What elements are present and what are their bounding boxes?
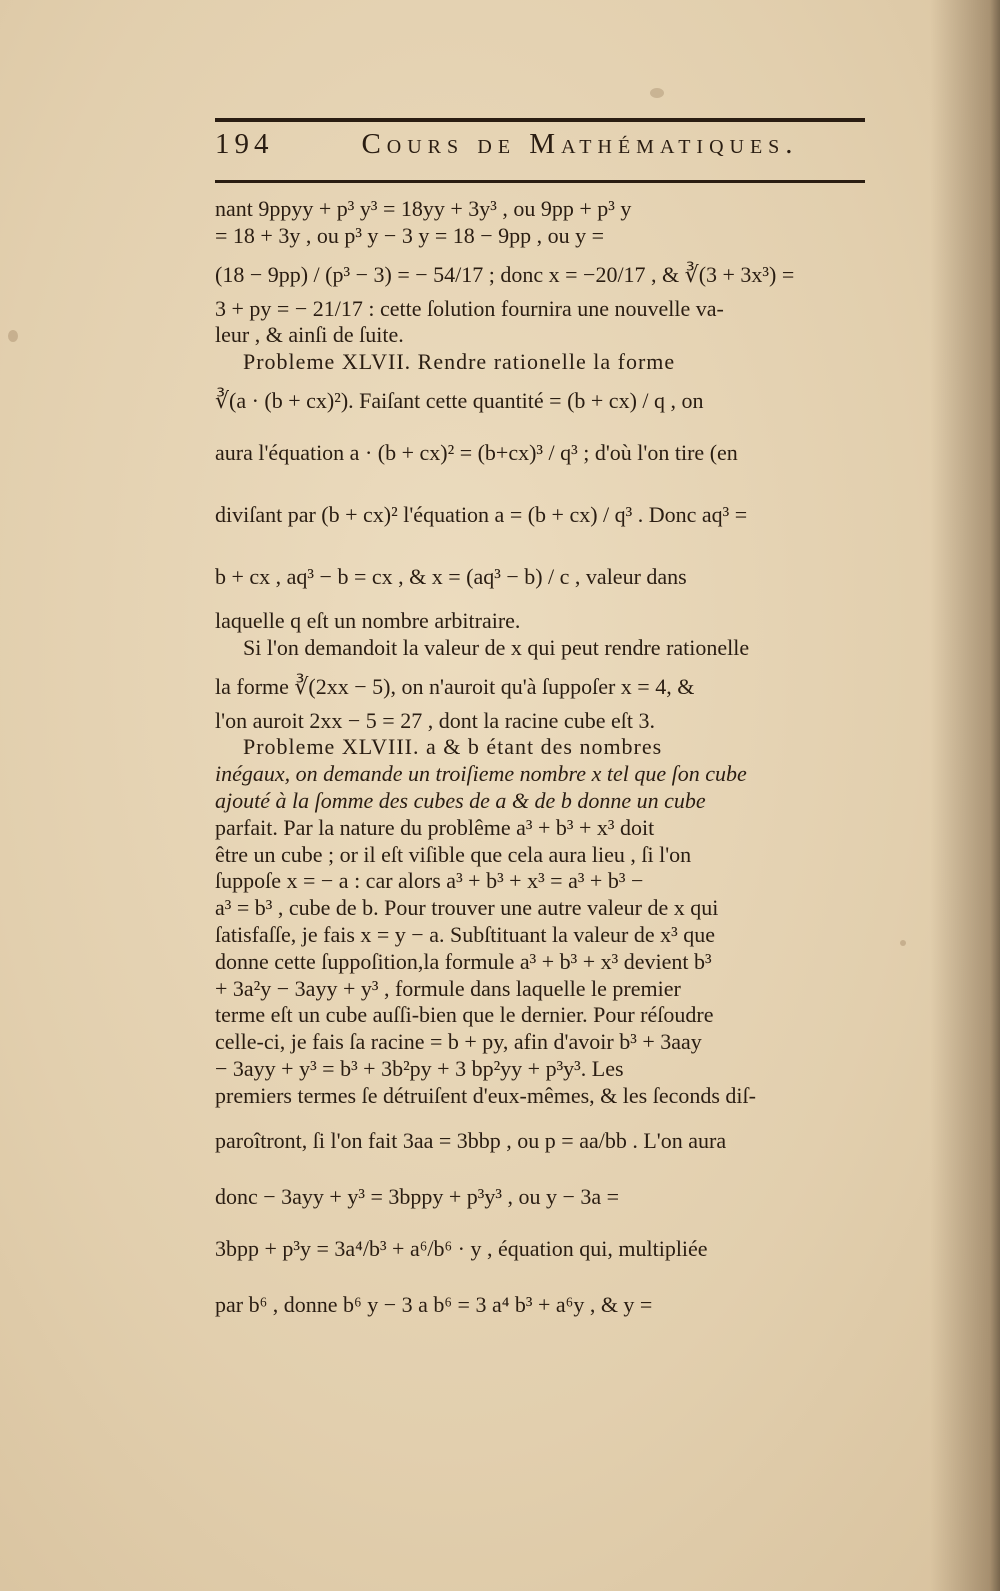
running-title: Cours de Mathématiques. xyxy=(361,128,799,160)
text-line: paroîtront, ſi l'on fait 3aa = 3bbp , ou p = aa/bb . L'on aura xyxy=(215,1127,727,1153)
text-line: 3 + py = − 21/17 : cette ſolution fournira une nouvelle va- xyxy=(215,295,724,321)
text-line: être un cube ; or il eſt viſible que cela aura lieu , ſi l'on xyxy=(215,841,692,867)
text-line: donne cette ſuppoſition,la formule a³ + b³ + x³ devient b³ xyxy=(215,948,712,974)
page-header xyxy=(215,118,865,183)
text-line: ſuppoſe x = − a : car alors a³ + b³ + x³ = a³ + b³ − xyxy=(215,868,644,894)
text-line-italic: inégaux, on demande un troiſieme nombre x tel que ſon cube xyxy=(215,761,747,787)
text-line: la forme ∛(2xx − 5), on n'auroit qu'à ſuppoſer x = 4, & xyxy=(215,673,695,699)
text-line: 3bpp + p³y = 3a⁴/b³ + a⁶/b⁶ · y , équation qui, multipliée xyxy=(215,1235,708,1261)
text-line: terme eſt un cube auſſi-bien que le dernier. Pour réſoudre xyxy=(215,1002,714,1028)
ink-blot xyxy=(650,88,664,98)
text-line: b + cx , aq³ − b = cx , & x = (aq³ − b) / c , valeur dans xyxy=(215,563,687,589)
text-line: parfait. Par la nature du problême a³ + b³ + x³ doit xyxy=(215,814,655,840)
text-line: (18 − 9pp) / (p³ − 3) = − 54/17 ; donc x = −20/17 , & ∛(3 + 3x³) = xyxy=(215,261,795,287)
text-line: par b⁶ , donne b⁶ y − 3 a b⁶ = 3 a⁴ b³ + a⁶y , & y = xyxy=(215,1291,653,1317)
text-line: l'on auroit 2xx − 5 = 27 , dont la racine cube eſt 3. xyxy=(215,707,655,733)
text-line: − 3ayy + y³ = b³ + 3b²py + 3 bp²yy + p³y³. Les xyxy=(215,1055,624,1081)
text-line: ∛(a · (b + cx)²). Faiſant cette quantité = (b + cx) / q , on xyxy=(215,387,704,413)
text-line: nant 9ppyy + p³ y³ = 18yy + 3y³ , ou 9pp + p³ y xyxy=(215,196,632,221)
text-line: laquelle q eſt un nombre arbitraire. xyxy=(215,607,521,633)
header-rule-top xyxy=(215,118,865,122)
page-number: 194 xyxy=(215,128,274,160)
text-line: donc − 3ayy + y³ = 3bppy + p³y³ , ou y − 3a = xyxy=(215,1183,620,1209)
paper-stain xyxy=(900,940,906,946)
page-body xyxy=(215,196,865,1326)
paper-stain xyxy=(8,330,18,342)
problem-heading-47: Probleme XLVII. Rendre rationelle la forme xyxy=(243,349,676,375)
problem-heading-48: Probleme XLVIII. a & b étant des nombres xyxy=(243,734,663,760)
text-line: premiers termes ſe détruiſent d'eux-mêmes, & les ſeconds diſ- xyxy=(215,1082,756,1108)
text-line: Si l'on demandoit la valeur de x qui peut rendre rationelle xyxy=(243,634,750,660)
text-line: leur , & ainſi de ſuite. xyxy=(215,322,404,348)
text-line: diviſant par (b + cx)² l'équation a = (b + cx) / q³ . Donc aq³ = xyxy=(215,501,748,527)
text-line: + 3a²y − 3ayy + y³ , formule dans laquelle le premier xyxy=(215,975,681,1001)
text-line: a³ = b³ , cube de b. Pour trouver une autre valeur de x qui xyxy=(215,895,719,921)
header-rule-bottom xyxy=(215,180,865,183)
text-line: celle-ci, je fais ſa racine = b + py, afin d'avoir b³ + 3aay xyxy=(215,1029,702,1055)
text-line: = 18 + 3y , ou p³ y − 3 y = 18 − 9pp , ou y = xyxy=(215,222,605,248)
text-line: ſatisfaſſe, je fais x = y − a. Subſtituant la valeur de x³ que xyxy=(215,921,715,947)
text-line-italic: ajouté à la ſomme des cubes de a & de b donne un cube xyxy=(215,787,706,813)
text-line: aura l'équation a · (b + cx)² = (b+cx)³ / q³ ; d'où l'on tire (en xyxy=(215,439,738,465)
